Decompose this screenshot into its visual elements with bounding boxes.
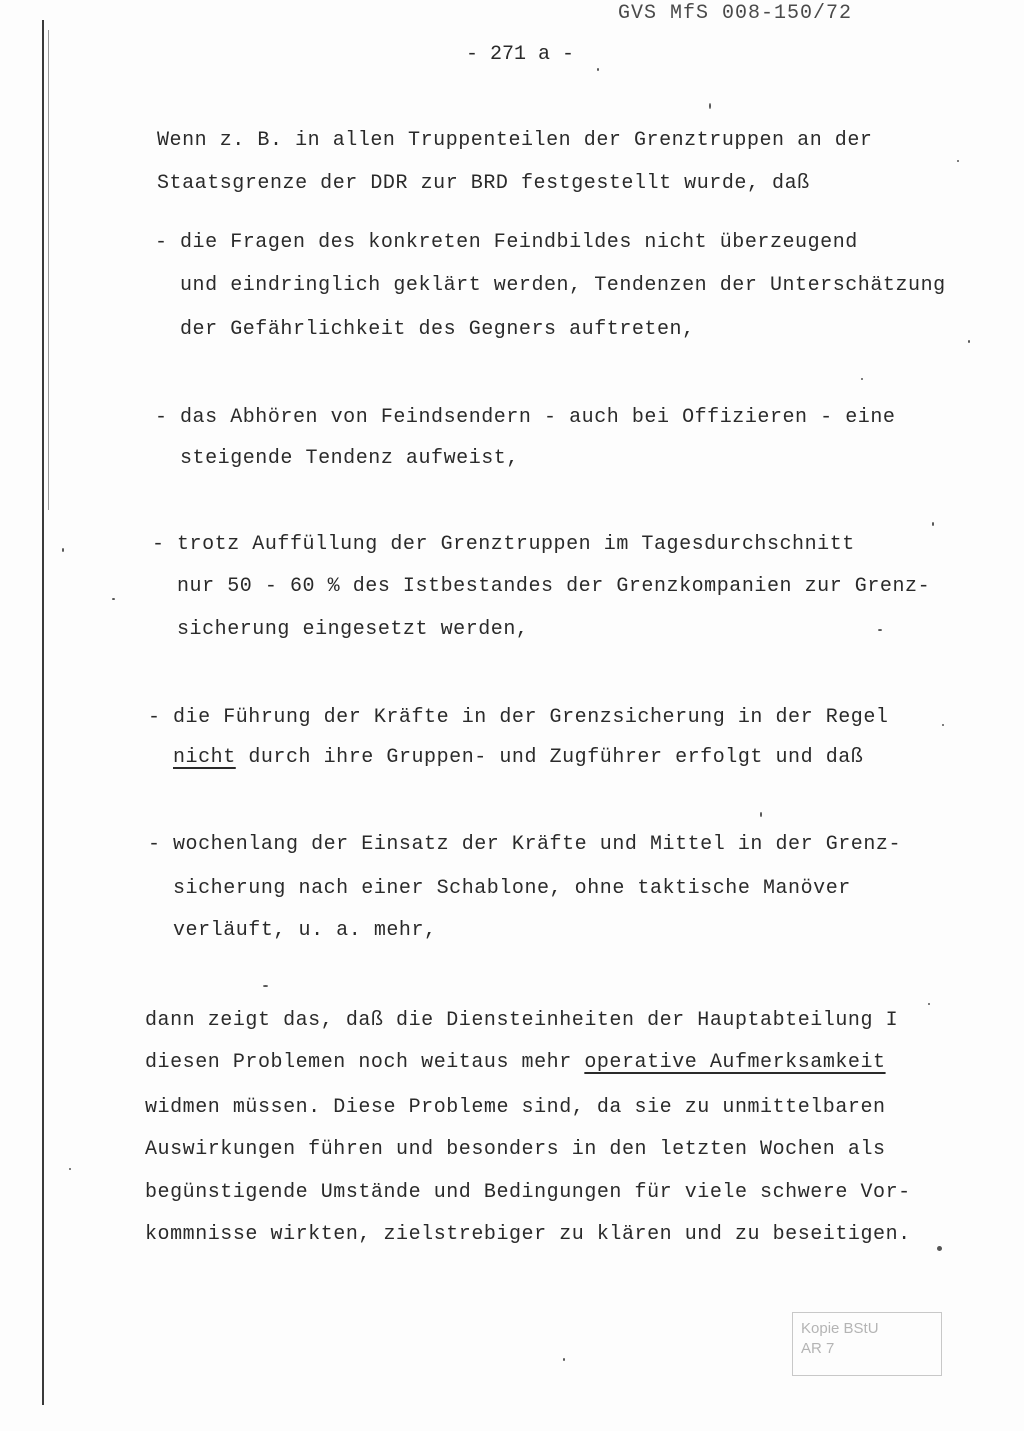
bullet-dash: - — [148, 833, 161, 856]
scan-speck — [942, 724, 944, 726]
scan-speck — [878, 629, 882, 631]
binding-edge-line — [42, 20, 44, 1405]
scan-speck — [760, 812, 762, 817]
bullet-line: sicherung nach einer Schablone, ohne taktische Manöver — [173, 877, 851, 900]
bullet-dash: - — [155, 406, 168, 429]
scan-speck — [69, 1168, 71, 1170]
scan-speck — [968, 340, 970, 343]
bullet-line: sicherung eingesetzt werden, — [177, 618, 529, 641]
emphasis-underline: operative Aufmerksamkeit — [584, 1051, 886, 1074]
scan-speck — [597, 68, 599, 71]
intro-line: Wenn z. B. in allen Truppenteilen der Grenztruppen an der — [157, 129, 873, 152]
conclusion-line-pre: diesen Problemen noch weitaus mehr — [145, 1051, 585, 1074]
conclusion-line: widmen müssen. Diese Probleme sind, da sie zu unmittelbaren — [145, 1096, 886, 1119]
bullet-line: steigende Tendenz aufweist, — [180, 447, 519, 470]
emphasis-underline: nicht — [173, 746, 236, 769]
conclusion-line: begünstigende Umstände und Bedingungen für viele schwere Vor- — [145, 1181, 911, 1204]
bullet-line: der Gefährlichkeit des Gegners auftreten, — [180, 318, 695, 341]
page-number: - 271 a - — [466, 43, 575, 66]
bullet-line: trotz Auffüllung der Grenztruppen im Tagesdurchschnitt — [177, 533, 855, 556]
bullet-line: und eindringlich geklärt werden, Tendenzen der Unterschätzung — [180, 274, 946, 297]
conclusion-line: dann zeigt das, daß die Diensteinheiten der Hauptabteilung I — [145, 1009, 899, 1032]
scan-speck — [928, 1003, 930, 1005]
stamp-line: AR 7 — [801, 1340, 835, 1357]
bullet-line: verläuft, u. a. mehr, — [173, 919, 437, 942]
conclusion-line — [145, 1050, 886, 1076]
bullet-line: nur 50 - 60 % des Istbestandes der Grenzkompanien zur Grenz- — [177, 575, 931, 598]
scan-speck — [937, 1246, 942, 1251]
conclusion-line: Auswirkungen führen und besonders in den letzten Wochen als — [145, 1138, 886, 1161]
binding-edge-shadow — [48, 30, 49, 510]
bullet-line: die Fragen des konkreten Feindbildes nicht überzeugend — [180, 231, 858, 254]
conclusion-line: kommnisse wirkten, zielstrebiger zu klären und zu beseitigen. — [145, 1223, 911, 1246]
scan-speck — [62, 548, 64, 552]
scan-speck — [932, 522, 934, 526]
bullet-line: das Abhören von Feindsendern - auch bei Offizieren - eine — [180, 406, 896, 429]
archive-reference: GVS MfS 008-150/72 — [618, 2, 853, 25]
bullet-dash: - — [152, 533, 165, 556]
archive-stamp — [792, 1312, 942, 1376]
bullet-line — [173, 745, 863, 771]
scan-speck — [263, 985, 268, 987]
bullet-line: wochenlang der Einsatz der Kräfte und Mittel in der Grenz- — [173, 833, 902, 856]
scan-speck — [861, 378, 863, 380]
bullet-dash: - — [148, 706, 161, 729]
bullet-line: die Führung der Kräfte in der Grenzsicherung in der Regel — [173, 706, 889, 729]
intro-line: Staatsgrenze der DDR zur BRD festgestellt wurde, daß — [157, 172, 810, 195]
stamp-line: Kopie BStU — [801, 1320, 879, 1337]
scan-speck — [709, 103, 711, 109]
scan-speck — [957, 160, 959, 162]
scan-speck — [112, 598, 115, 600]
scan-speck — [563, 1358, 565, 1361]
bullet-dash: - — [155, 231, 168, 254]
bullet-line-rest: durch ihre Gruppen- und Zugführer erfolgt und daß — [235, 746, 864, 769]
